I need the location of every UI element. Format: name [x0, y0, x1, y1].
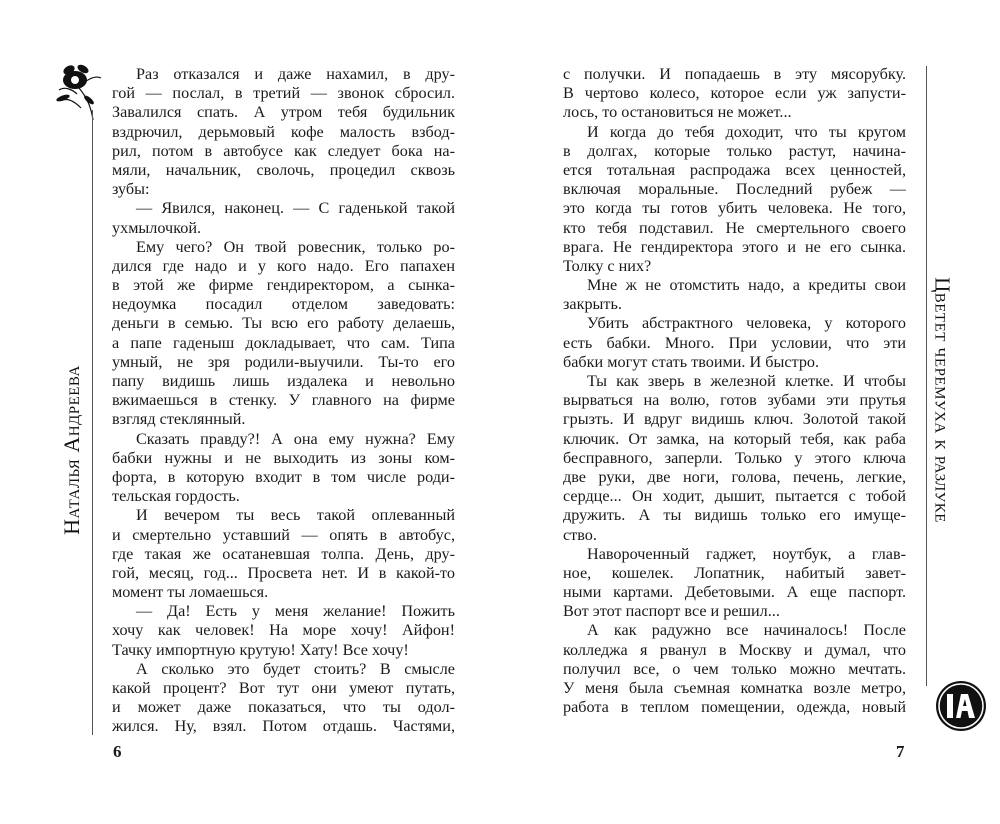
text-line: Раз отказался и даже нахамил, в дру-: [136, 65, 455, 83]
text-line: гой — послал, в третий — звонок сбросил.: [112, 84, 455, 103]
paragraph: [563, 621, 906, 717]
text-line: И вечером ты весь такой оплеванный: [136, 506, 455, 525]
text-line: и смертельно уставший — опять в автобус,: [112, 525, 455, 544]
text-line: И когда до тебя доходит, что ты кругом: [587, 122, 906, 141]
text-line: вырваться на волю, готов зубами эти прутья: [563, 391, 906, 410]
paragraph: [112, 660, 455, 737]
text-line: У меня была съемная комнатка возле метро,: [563, 679, 906, 697]
text-line: вздрючил, дерьмовый кофе малость взбод-: [112, 122, 455, 141]
text-line: Тачку импортную крутую! Хату! Все хочу!: [112, 640, 409, 659]
text-line: есть бабки. Много. При условии, что эти: [563, 333, 906, 352]
text-line: дружить. А ты видишь только его имуще-: [563, 506, 906, 525]
text-line: получил все, о чем только можно мечтать.: [563, 659, 906, 678]
text-line: врага. Не гендиректора этого и не его сынка.: [563, 237, 906, 256]
text-line: папу видишь лишь издалека и невольно: [112, 372, 455, 390]
text-line: Завалился спать. А утром тебя будильник: [112, 103, 455, 122]
text-line: рил, потом в автобусе как следует бока на-: [112, 141, 455, 160]
text-line: гой, месяц, год... Просвета нет. И в какой-то: [112, 563, 455, 582]
text-line: ключик. От замка, на который тебя, как раба: [563, 429, 906, 448]
text-line: умный, не зря родили-выучили. Ты-то его: [112, 352, 455, 371]
text-line: вжимаешься в стенку. У главного на фирме: [112, 391, 455, 410]
text-line: Ты как зверь в железной клетке. И чтобы: [587, 372, 906, 390]
paragraph: [563, 276, 906, 314]
text-line: момент ты ломаешься.: [112, 583, 269, 602]
text-line: — Явился, наконец. — С гаденькой такой: [136, 199, 455, 218]
text-line: где такая же осатаневшая толпа. День, дру-: [112, 544, 455, 563]
page-number: 6: [113, 742, 122, 761]
text-line: в этой же фирме гендиректором, а сынка-: [112, 276, 455, 295]
text-line: недоумка посадил отделом заведовать:: [112, 295, 455, 314]
page-number: 7: [896, 742, 905, 761]
text-line: Толку с них?: [563, 256, 652, 275]
text-line: закрыть.: [563, 295, 622, 314]
flower-ornament-icon: [55, 60, 105, 130]
text-line: ство.: [563, 525, 597, 544]
text-line: Сказать правду?! А она ему нужна? Ему: [136, 429, 455, 448]
text-line: А сколько это будет стоить? В смысле: [136, 659, 455, 678]
text-line: это когда ты готов убить человека. Не того,: [563, 199, 906, 218]
paragraph: [112, 238, 455, 430]
margin-rule: [926, 66, 927, 686]
book-title-running-head: Цветет черемуха к разлуке: [930, 277, 955, 523]
text-line: а папе гаденыш докладывает, что сам. Типа: [112, 333, 455, 352]
paragraph: [563, 314, 906, 372]
text-line: включая моральные. Последний рубеж —: [563, 180, 906, 199]
text-line: взгляд стеклянный.: [112, 410, 246, 429]
paragraph: [563, 65, 906, 123]
text-line: деньги в семью. Ты всю его работу делаешь,: [112, 314, 455, 333]
paragraph: [112, 602, 455, 660]
paragraph: [112, 430, 455, 507]
text-line: ухмылочкой.: [112, 218, 202, 237]
text-line: грызть. И вдруг видишь ключ. Золотой такой: [563, 410, 906, 429]
text-line: Ему чего? Он твой ровесник, только ро-: [136, 237, 455, 256]
text-line: жился. Ну, взял. Потом отдашь. Частями,: [112, 717, 455, 736]
text-line: с получки. И попадаешь в эту мясорубку.: [563, 65, 906, 83]
text-line: зубы:: [112, 180, 150, 199]
text-line: Вот этот паспорт все и решил...: [563, 602, 780, 621]
publisher-logo-icon: [935, 680, 987, 732]
author-running-head: Наталья Андреева: [59, 365, 84, 535]
text-line: мяли, начальник, сволочь, процедил сквозь: [112, 160, 455, 179]
paragraph: [563, 123, 906, 277]
paragraph: [563, 545, 906, 622]
text-line: работа в теплом помещении, одежда, новый: [563, 698, 906, 717]
text-line: В чертово колесо, которое если уж запусти-: [563, 84, 906, 103]
paragraph: [112, 65, 455, 199]
text-line: и может даже показаться, что ты одол-: [112, 698, 455, 717]
text-line: бабки нужны и не выходить из зоны ком-: [112, 448, 455, 467]
paragraph: [112, 199, 455, 237]
text-line: форта, в которую входит в том числе роди-: [112, 467, 455, 486]
text-line: — Да! Есть у меня желание! Пожить: [136, 602, 455, 621]
text-line: бабки могут стать твоими. И быстро.: [563, 352, 820, 371]
text-line: кто тебя подставил. Не смертельного своего: [563, 218, 906, 237]
text-line: ное, кошелек. Лопатник, набитый завет-: [563, 563, 906, 582]
text-line: какой процент? Вот тут они умеют путать,: [112, 679, 455, 697]
paragraph: [112, 506, 455, 602]
text-line: бесправного, заперли. Только у этого ключа: [563, 448, 906, 467]
text-line: Мне ж не отомстить надо, а кредиты свои: [587, 276, 906, 295]
text-line: сердце... Он ходит, дышит, пытается с тобой: [563, 487, 906, 506]
paragraph: [563, 372, 906, 545]
text-line: Убить абстрактного человека, у которого: [587, 314, 906, 333]
text-line: Навороченный гаджет, ноутбук, а глав-: [587, 544, 906, 563]
text-line: тельская гордость.: [112, 487, 240, 506]
text-line: лось, то остановиться не может...: [563, 103, 792, 122]
text-line: хочу как человек! На море хочу! Айфон!: [112, 621, 455, 640]
text-line: две руки, две ноги, голова, печень, легкие,: [563, 467, 906, 486]
text-line: ными картами. Дебетовыми. А еще паспорт.: [563, 583, 906, 602]
text-line: дился где надо и у кого надо. Его папахен: [112, 256, 455, 275]
text-line: колледжа я рванул в Москву и думал, что: [563, 640, 906, 659]
margin-rule: [92, 110, 93, 735]
right-page-text: [563, 65, 906, 717]
left-page-text: [112, 65, 455, 737]
text-line: А как радужно все начиналось! После: [587, 621, 906, 640]
text-line: в долгах, которые только растут, начина-: [563, 141, 906, 160]
text-line: ется тотальная распродажа всех ценностей,: [563, 160, 906, 179]
